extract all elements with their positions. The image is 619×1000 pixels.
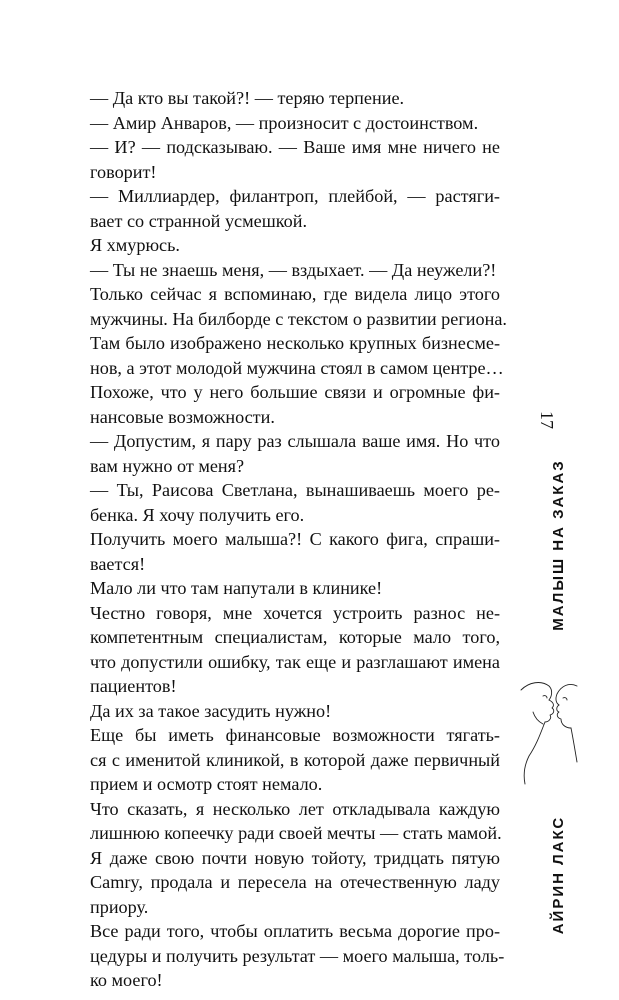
text-line: Я хмурюсь. [90, 235, 180, 255]
text-line: нансовые возможности. [90, 406, 275, 427]
text-line: говорит! [90, 161, 157, 182]
text-line: — Ты не знаешь меня, — вздыхает. — Да неужели?! [90, 259, 497, 280]
text-line: Я даже свою почти новую тойоту, тридцать пятую [90, 847, 500, 868]
text-line: Да их за такое засудить нужно! [90, 700, 332, 721]
text-line: — Миллиардер, филантроп, плейбой, — растяги- [90, 186, 500, 206]
text-line: Получить моего малыша?! С какого фига, спраши- [90, 529, 500, 549]
text-line: Похоже, что у него большие связи и огромные фи- [90, 382, 500, 402]
text-line: Что сказать, я несколько лет откладывала каждую [90, 798, 500, 819]
text-line: нов, а этот молодой мужчина стоял в самом центре… [90, 357, 504, 378]
text-line: Camry, продала и пересела на отечественную ладу [90, 872, 500, 892]
text-line: ко моего! [90, 970, 163, 990]
book-page-text [90, 86, 507, 993]
kissing-faces-sketch-icon [519, 672, 579, 792]
text-line: лишнюю копеечку ради своей мечты — стать мамой. [90, 823, 502, 843]
text-line: приору. [90, 896, 149, 917]
text-line: пациентов! [90, 676, 177, 696]
text-line: вается! [90, 553, 146, 574]
text-line: — Амир Анваров, — произносит с достоинством. [90, 112, 479, 133]
text-line: Там было изображено несколько крупных бизнесме- [90, 333, 500, 353]
text-line: Только сейчас я вспоминаю, где видела лицо этого [90, 284, 500, 304]
text-line: вает со странной усмешкой. [90, 210, 307, 231]
running-header-book-title: МАЛЫШ НА ЗАКАЗ [550, 459, 567, 631]
text-line: компетентным специалистам, которые мало того, [90, 627, 500, 647]
text-line: цедуры и получить результат — моего малыша, толь- [90, 945, 505, 966]
text-line: — И? — подсказываю. — Ваше имя мне ничего не [90, 137, 500, 157]
text-line: — Допустим, я пару раз слышала ваше имя. Но что [90, 431, 500, 451]
text-line: Честно говоря, мне хочется устроить разнос не- [90, 602, 500, 623]
text-line: бенка. Я хочу получить его. [90, 504, 305, 525]
text-line: Еще бы иметь финансовые возможности тягать- [90, 725, 500, 745]
text-line: — Да кто вы такой?! — теряю терпение. [90, 88, 405, 108]
text-line: — Ты, Раисова Светлана, вынашиваешь моего ре- [90, 480, 500, 500]
running-header-author: АЙРИН ЛАКС [550, 815, 567, 935]
text-line: Мало ли что там напутали в клинике! [90, 578, 383, 598]
text-line: ся с именитой клиникой, в которой даже первичный [90, 749, 500, 770]
text-line: что допустили ошибку, так еще и разглашают имена [90, 651, 500, 672]
text-line: прием и осмотр стоят немало. [90, 774, 323, 794]
text-line: вам нужно от меня? [90, 455, 245, 476]
page-number: 17 [537, 411, 557, 429]
text-line: Все ради того, чтобы оплатить весьма дорогие про- [90, 921, 500, 941]
text-line: мужчины. На билборде с текстом о развитии региона. [90, 308, 507, 329]
